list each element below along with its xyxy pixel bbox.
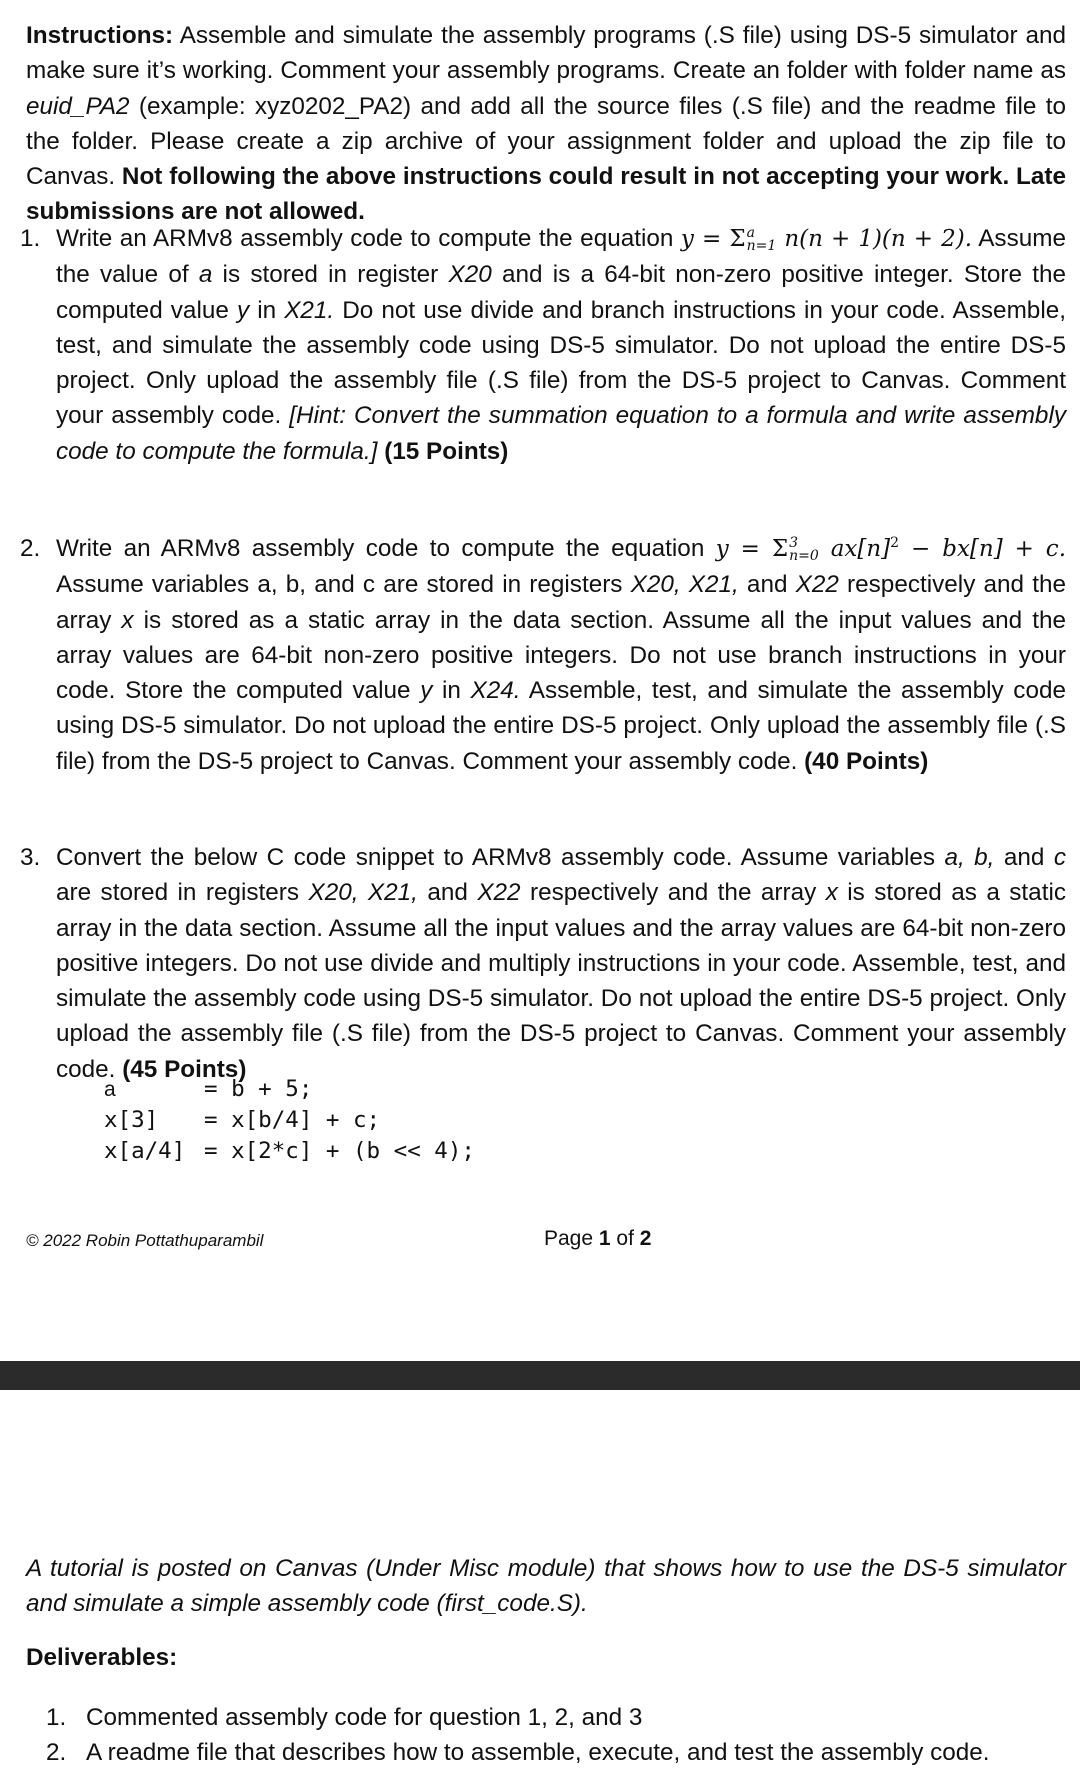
page-gap: [0, 1258, 1080, 1361]
sum-lower-limit: n=0: [789, 547, 819, 564]
instructions-text-2: (example: xyz0202_PA2) and add all the source files (.S file) and the readme file to the folder. Please create a zip archive of your assignment folder and upload the zip file to Canvas.: [26, 92, 1066, 191]
c-code-snippet: [104, 1074, 475, 1167]
list-item: 1. Commented assembly code for question 1, 2, and 3: [46, 1704, 643, 1731]
code-line: x[a/4] = x[2*c] + (b << 4);: [104, 1138, 475, 1164]
list-item: 2. A readme file that describes how to assemble, execute, and test the assembly code.: [46, 1739, 990, 1767]
sigma-symbol: Σ: [771, 536, 789, 562]
question-1-number: 1.: [20, 225, 41, 252]
copyright: © 2022 Robin Pottathuparambil: [26, 1231, 264, 1250]
question-1-hint: [Hint: Convert the summation equation to a formula and write assembly code to compute the formula.]: [56, 402, 1066, 465]
question-1: 1. Write an ARMv8 assembly code to compute the equation y = Σ a n=1 n(n + 1)(n + 2). Assume the value of a is stored in register X20 and is a 64-bit non-zero positive integer. Store the computed value y in X21. Do not use divide and branch instructions in your code. Assemble, test, and simulate the assembly code using DS-5 simulator. Do not upload the entire DS-5 project. Only upload the assembly file (.S file) from the DS-5 project to Canvas. Comment your assembly code. [Hint: Convert the summation equation to a formula and write assembly code to compute the formula.] (15 Points): [20, 221, 1066, 469]
sigma-symbol: Σ: [729, 226, 746, 252]
question-2-intro: Write an ARMv8 assembly code to compute the equation: [56, 535, 716, 562]
instructions-label: Instructions:: [26, 22, 174, 49]
question-1-intro: Write an ARMv8 assembly code to compute the equation: [56, 225, 681, 252]
page-separator-bar: [0, 1361, 1080, 1390]
instructions-text-1: Assemble and simulate the assembly programs (.S file) using DS-5 simulator and make sure it’s working. Comment your assembly programs. Create an folder with folder name as: [26, 22, 1066, 85]
question-3: 3. Convert the below C code snippet to ARMv8 assembly code. Assume variables a, b, and c are stored in registers X20, X21, and X22 respectively and the array x is stored as a static array in the data section. Assume all the input values and the array values are 64-bit non-zero positive integers. Do not use divide and multiply instructions in your code. Assemble, test, and simulate the assembly code using DS-5 simulator. Do not upload the entire DS-5 project. Only upload the assembly file (.S file) from the DS-5 project to Canvas. Comment your assembly code. (45 Points): [20, 840, 1066, 1087]
sum-upper-limit: a: [746, 224, 755, 241]
question-2-equation: y = Σ 3 n=0 $ax[n]^2 - bx[n] + c$.: [715, 534, 1066, 564]
instructions-paragraph: [26, 18, 1066, 230]
question-2: 2. Write an ARMv8 assembly code to compute the equation y = Σ 3 n=0 $ax[n]^2 - bx[n] + c$. Assume variables a, b, and c are stored in registers X20, X21, and X22 respectively and the array x is stored as a static array in the data section. Assume all the input values and the array values are 64-bit non-zero positive integers. Do not use branch instructions in your code. Store the computed value y in X24. Assemble, test, and simulate the assembly code using DS-5 simulator. Do not upload the entire DS-5 project. Only upload the assembly file (.S file) from the DS-5 project to Canvas. Comment your assembly code. (40 Points): [20, 531, 1066, 779]
code-line: x[3] = x[b/4] + c;: [104, 1107, 381, 1133]
question-3-points: (45 Points): [122, 1055, 247, 1083]
folder-name: euid_PA2: [26, 92, 130, 120]
question-1-equation: y = Σ a n=1 n(n + 1)(n + 2).: [680, 224, 973, 254]
page-number: Page 1 of 2: [544, 1227, 652, 1250]
sum-lower-limit: n=1: [746, 237, 777, 254]
question-2-number: 2.: [20, 535, 41, 562]
question-3-number: 3.: [20, 844, 41, 871]
deliverables-heading: Deliverables:: [26, 1644, 178, 1671]
instructions-warning: Not following the above instructions could result in not accepting your work. Late submissions are not allowed.: [26, 163, 1066, 226]
code-line: a = b + 5;: [104, 1076, 313, 1102]
deliverables-list: [46, 1700, 1066, 1771]
question-2-points: (40 Points): [804, 747, 929, 775]
sum-upper-limit: 3: [789, 534, 799, 551]
question-1-points: (15 Points): [377, 437, 509, 465]
tutorial-note: A tutorial is posted on Canvas (Under Misc module) that shows how to use the DS-5 simulator and simulate a simple assembly code (first_code.S).: [26, 1555, 1066, 1618]
